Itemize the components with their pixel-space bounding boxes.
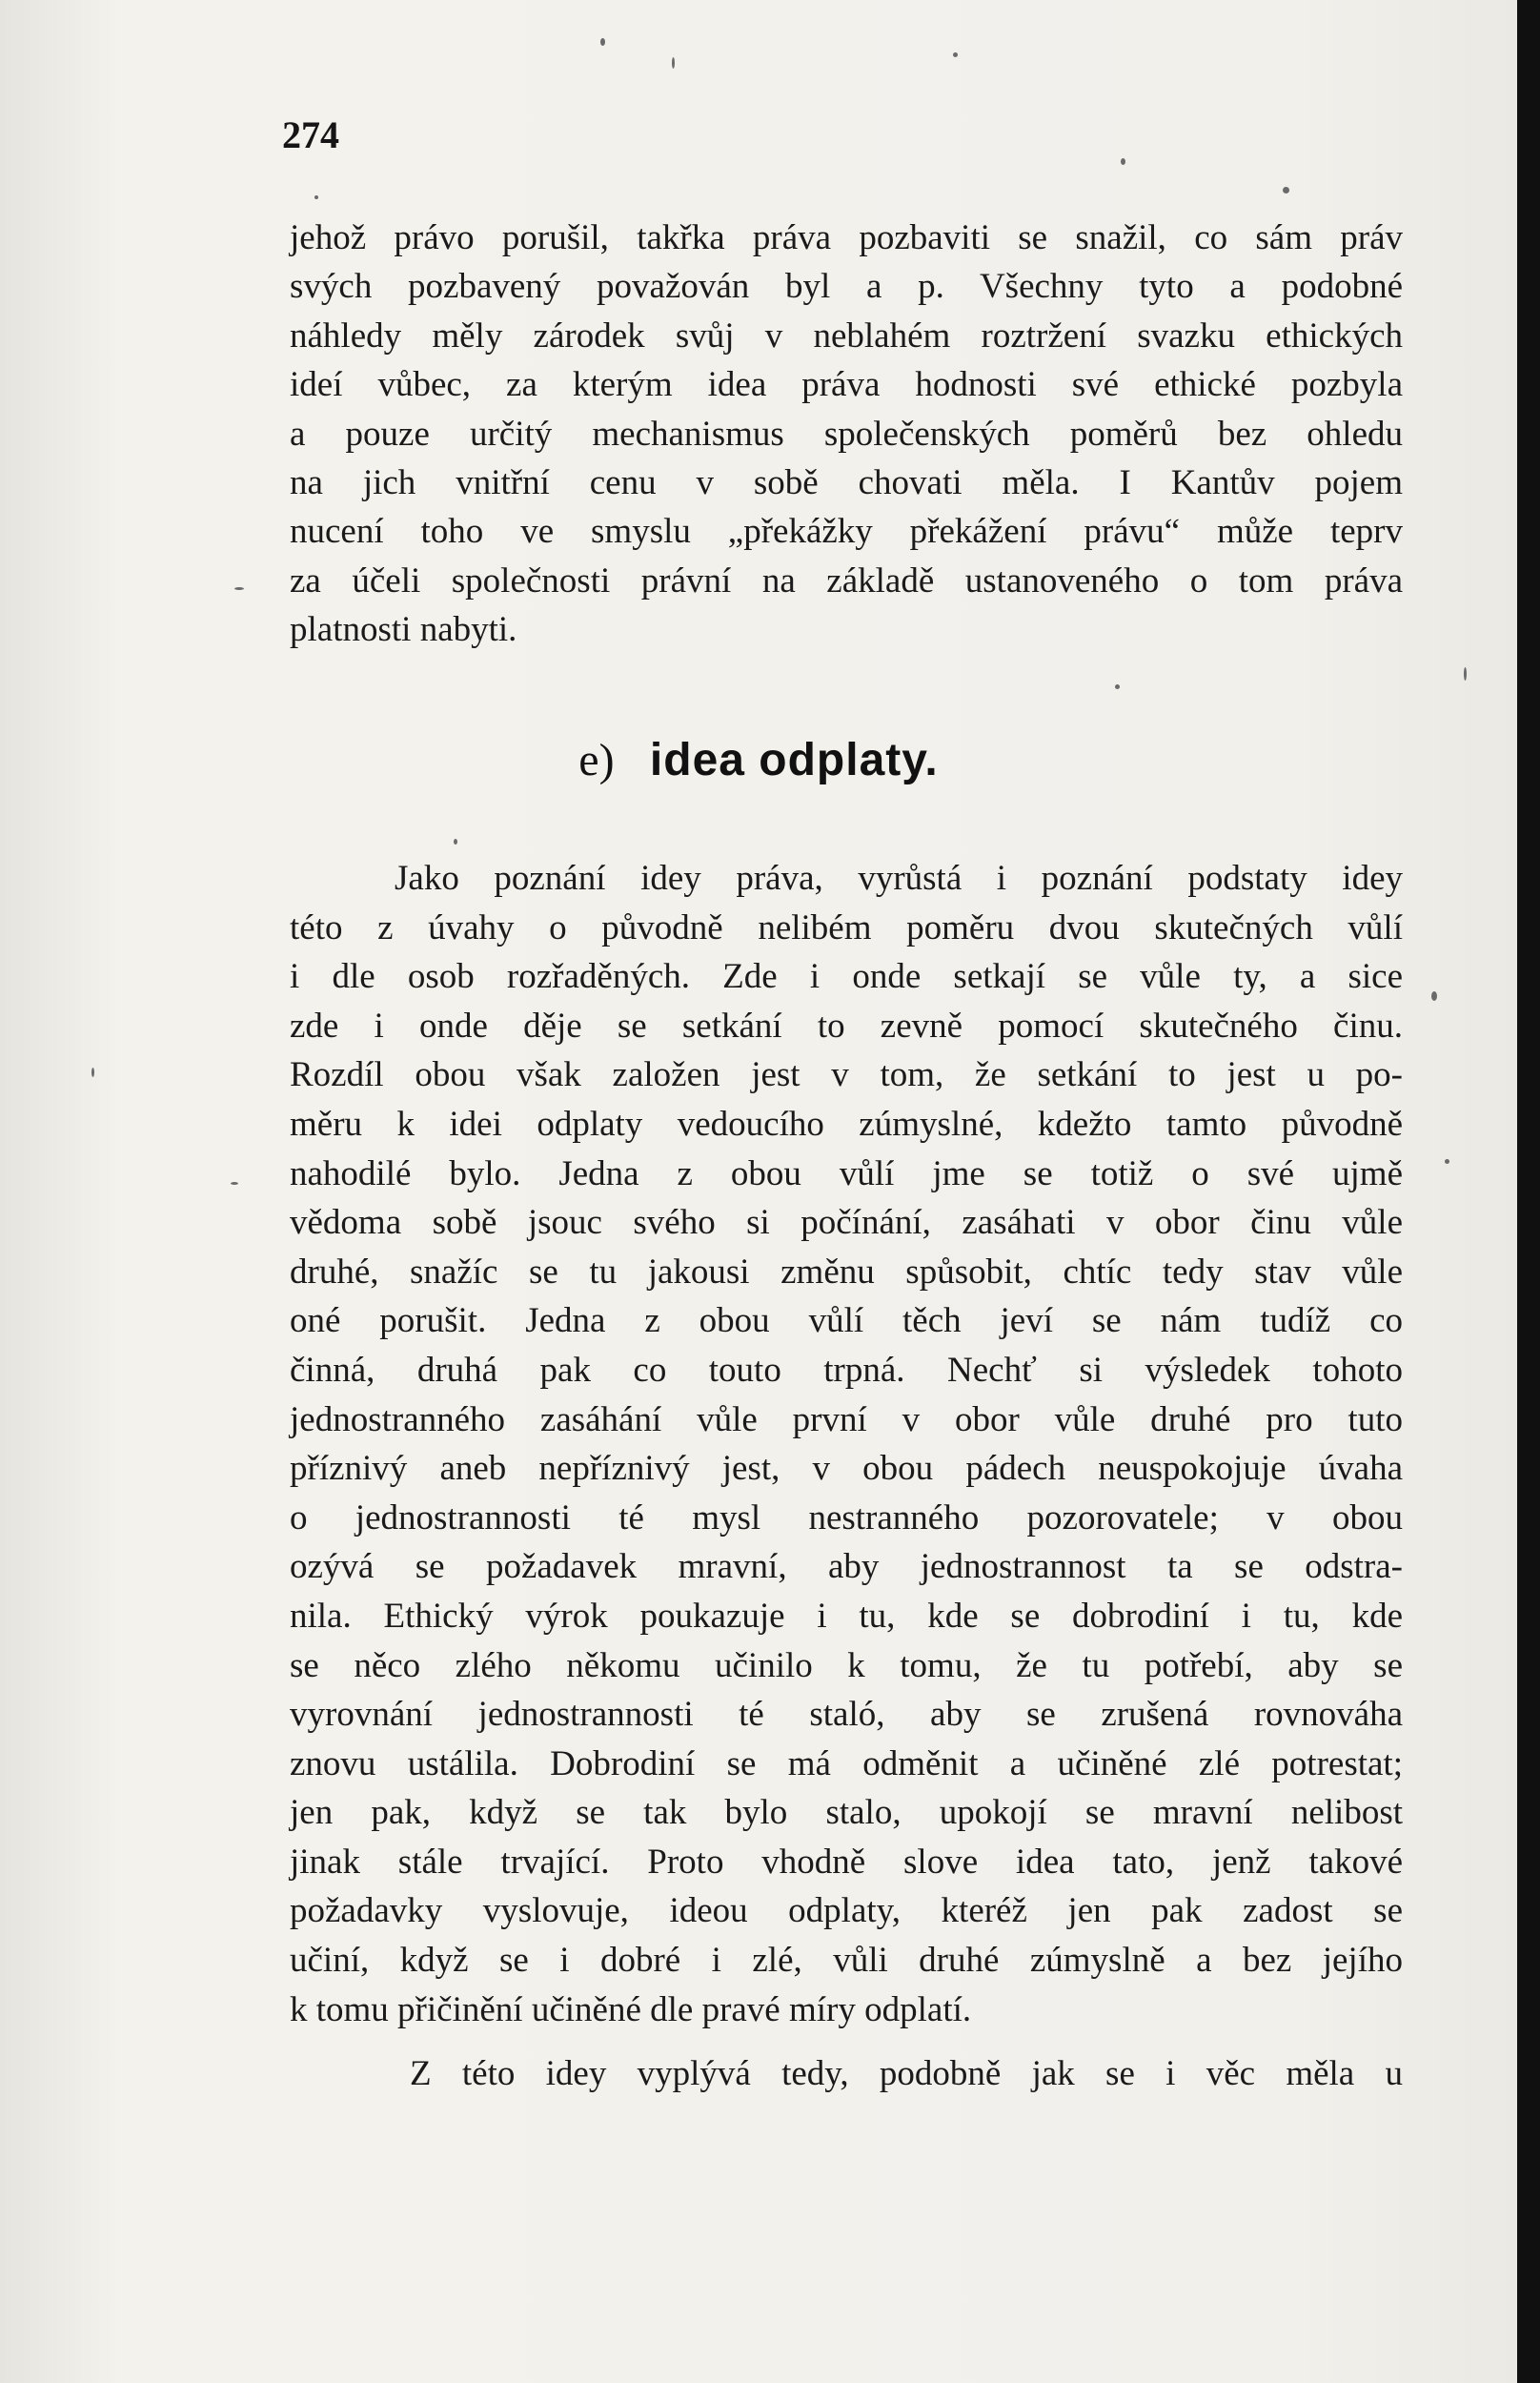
text-line: svých pozbavený považován byl a p. Všechny tyto a podobné	[290, 267, 1403, 307]
text-line: činná, druhá pak co touto trpná. Nechť si výsledek tohoto	[290, 1350, 1403, 1390]
paper-speck	[1431, 991, 1437, 1001]
section-heading	[0, 734, 1517, 786]
text-line: Z této idey vyplývá tedy, podobně jak se i věc měla u	[410, 2054, 1403, 2093]
paper-speck	[231, 1182, 238, 1185]
paragraph-rights-idea-ending	[290, 214, 1403, 655]
section-title: idea odplaty.	[649, 735, 939, 785]
text-line: znovu ustálila. Dobrodiní se má odměnit a učiněné zlé potrestat;	[290, 1743, 1403, 1783]
text-line: nahodilé bylo. Jedna z obou vůlí jme se totiž o své ujmě	[290, 1153, 1403, 1193]
paper-speck	[454, 839, 457, 845]
text-line: Jako poznání idey práva, vyrůstá i poznání podstaty idey	[395, 859, 1403, 898]
text-line: platnosti nabyti.	[290, 610, 517, 650]
text-line: měru k idei odplaty vedoucího zúmyslné, kdežto tamto původně	[290, 1104, 1403, 1144]
text-line: a pouze určitý mechanismus společenských poměrů bez ohledu	[290, 414, 1403, 454]
text-line: jednostranného zasáhání vůle první v obor vůle druhé pro tuto	[290, 1399, 1403, 1439]
paper-speck	[672, 57, 675, 69]
paper-speck	[1121, 158, 1125, 165]
text-line: nila. Ethický výrok poukazuje i tu, kde se dobrodiní i tu, kde	[290, 1596, 1403, 1636]
text-line: vědoma sobě jsouc svého si počínání, zasáhati v obor činu vůle	[290, 1203, 1403, 1243]
scan-dark-edge	[1517, 0, 1540, 2383]
text-line: požadavky vyslovuje, ideou odplaty, kteréž jen pak zadost se	[290, 1891, 1403, 1931]
text-line: této z úvahy o původně nelibém poměru dvou skutečných vůlí	[290, 907, 1403, 947]
text-line: na jich vnitřní cenu v sobě chovati měla. I Kantův pojem	[290, 463, 1403, 503]
text-line: o jednostrannosti té mysl nestranného pozorovatele; v obou	[290, 1497, 1403, 1538]
text-line: k tomu přičinění učiněné dle pravé míry odplatí.	[290, 1989, 972, 2029]
paper-speck	[314, 195, 318, 199]
paragraph-continuation	[290, 2049, 1403, 2099]
text-line: i dle osob rozřaděných. Zde i onde setkají se vůle ty, a sice	[290, 957, 1403, 997]
text-line: náhledy měly zárodek svůj v neblahém roztržení svazku ethických	[290, 316, 1403, 356]
text-line: jen pak, když se tak bylo stalo, upokojí se mravní nelibost	[290, 1793, 1403, 1833]
text-line: ideí vůbec, za kterým idea práva hodnosti své ethické pozbyla	[290, 365, 1403, 405]
text-line: příznivý aneb nepříznivý jest, v obou pádech neuspokojuje úvaha	[290, 1449, 1403, 1489]
page-number: 274	[282, 113, 339, 156]
text-line: jehož právo porušil, takřka práva pozbaviti se snažil, co sám práv	[290, 218, 1403, 257]
text-line: učiní, když se i dobré i zlé, vůli druhé zúmyslně a bez jejího	[290, 1941, 1403, 1981]
paper-speck	[600, 38, 605, 46]
text-line: druhé, snažíc se tu jakousi změnu spůsobit, chtíc tedy stav vůle	[290, 1252, 1403, 1292]
paper-speck	[1283, 187, 1289, 193]
text-line: se něco zlého někomu učinilo k tomu, že tu potřebí, aby se	[290, 1645, 1403, 1685]
text-line: jinak stále trvající. Proto vhodně slove idea tato, jenž takové	[290, 1842, 1403, 1882]
paper-speck	[234, 587, 244, 590]
text-line: Rozdíl obou však založen jest v tom, že setkání to jest u po-	[290, 1055, 1403, 1095]
text-line: ozývá se požadavek mravní, aby jednostrannost ta se odstra-	[290, 1547, 1403, 1587]
section-label: e)	[578, 735, 615, 785]
text-line: zde i onde děje se setkání to zevně pomocí skutečného činu.	[290, 1006, 1403, 1046]
paragraph-idea-of-retribution	[290, 854, 1403, 2034]
paper-speck	[1115, 684, 1120, 689]
paper-speck	[1464, 667, 1467, 681]
paper-speck	[91, 1068, 94, 1077]
text-line: vyrovnání jednostrannosti té staló, aby se zrušená rovnováha	[290, 1695, 1403, 1735]
text-line: oné porušit. Jedna z obou vůlí těch jeví se nám tudíž co	[290, 1301, 1403, 1341]
text-line: nucení toho ve smyslu „překážky překážení právu“ může teprv	[290, 512, 1403, 552]
paper-speck	[1445, 1159, 1449, 1164]
paper-speck	[953, 52, 958, 57]
text-line: za účeli společnosti právní na základě ustanoveného o tom práva	[290, 560, 1403, 601]
